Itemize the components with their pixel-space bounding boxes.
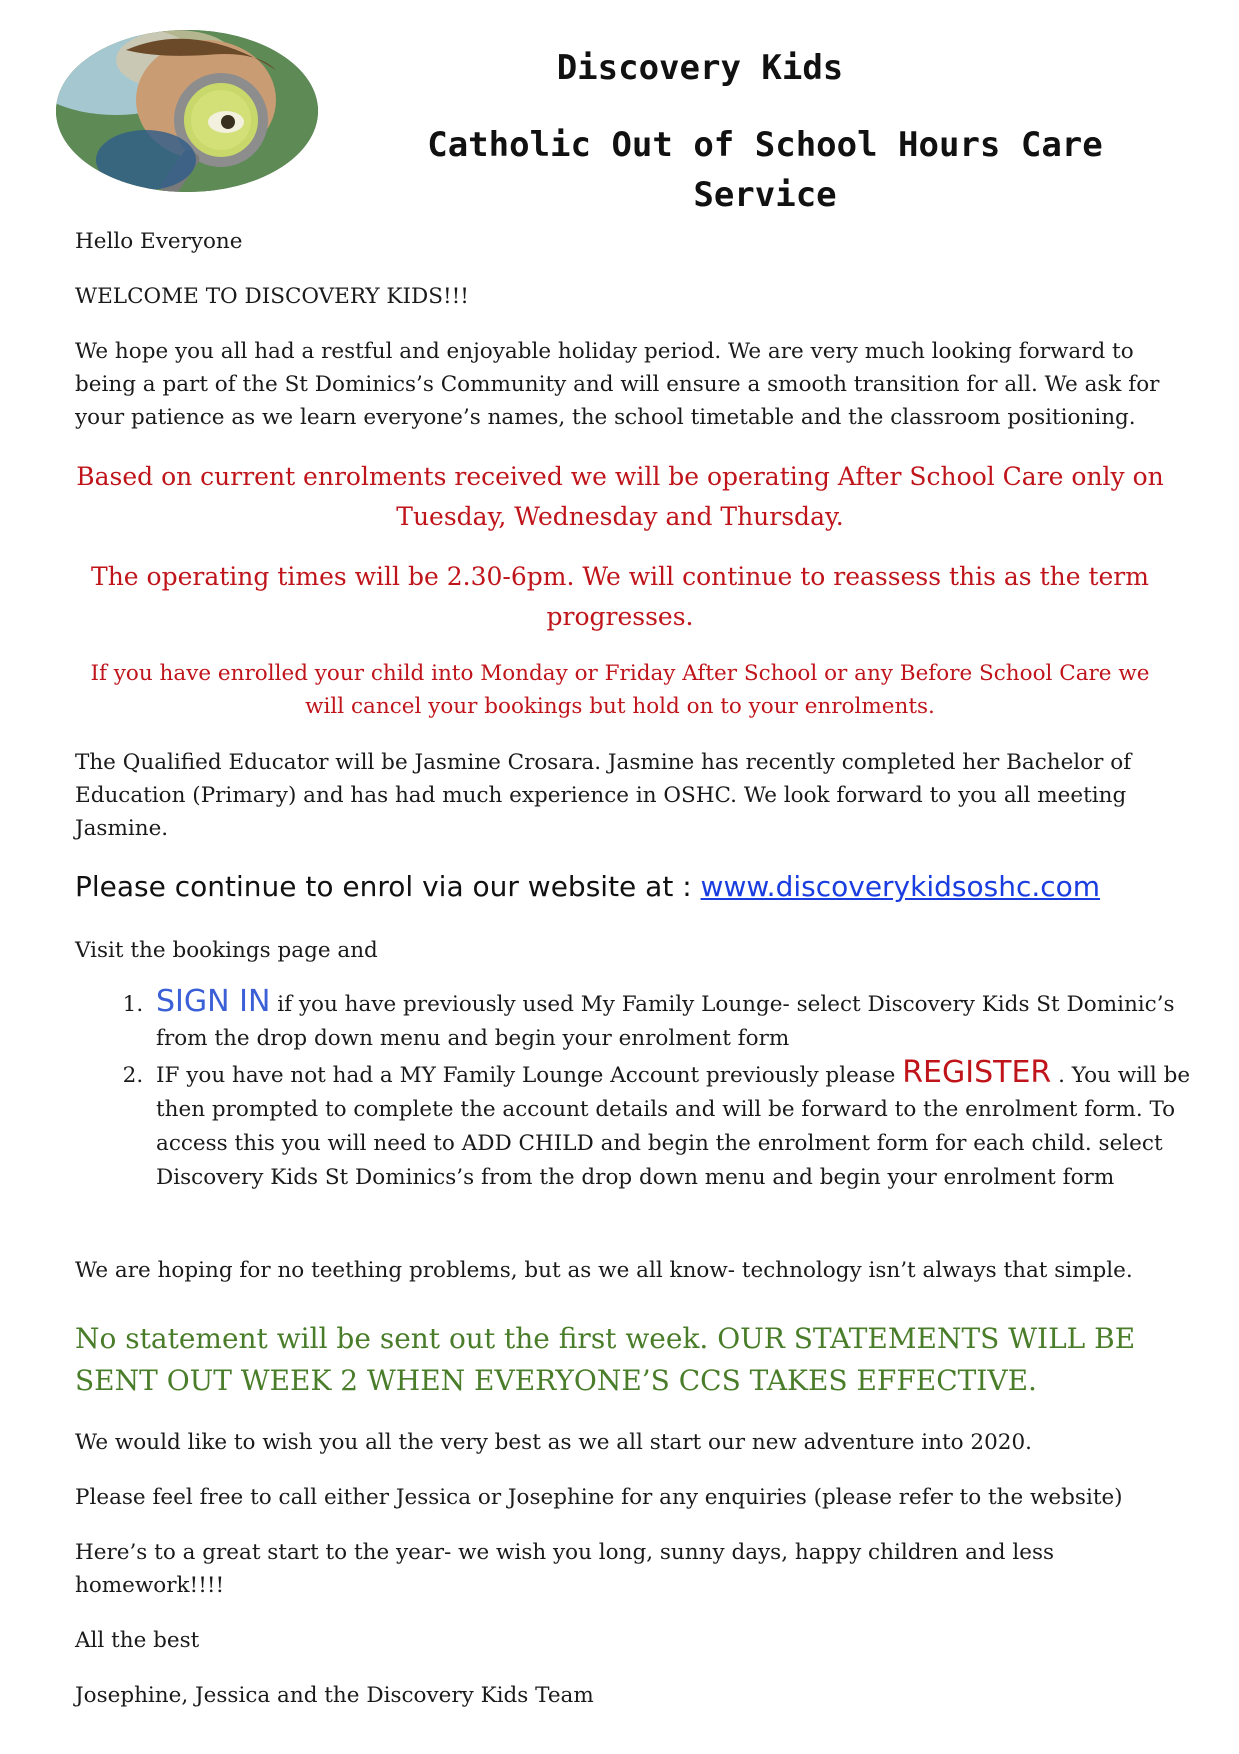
cheers-paragraph: Here’s to a great start to the year- we wish you long, sunny days, happy children and less homework!!!! <box>75 1540 1055 1598</box>
welcome-heading: WELCOME TO DISCOVERY KIDS!!! <box>75 284 469 309</box>
sign-in-label: SIGN IN <box>156 984 271 1019</box>
visit-bookings-text: Visit the bookings page and <box>75 938 378 963</box>
teething-paragraph: We are hoping for no teething problems, but as we all know- technology isn’t always that simple. <box>75 1258 1133 1283</box>
educator-paragraph: The Qualified Educator will be Jasmine Crosara. Jasmine has recently completed her Bachelor of Education (Primary) and has had much experience in OSHC. We look forward to you all meeting Jasmine. <box>75 750 1132 841</box>
header-subtitle <box>400 120 1130 220</box>
step1-text: if you have previously used My Family Lounge- select Discovery Kids St Dominic’s from the drop down menu and begin your enrolment form <box>156 992 1175 1051</box>
magnifier-child-icon <box>56 30 318 192</box>
logo-image <box>56 30 318 192</box>
wish-paragraph: We would like to wish you all the very best as we all start our new adventure into 2020. <box>75 1430 1032 1455</box>
greeting: Hello Everyone <box>75 229 243 254</box>
operating-times-notice: The operating times will be 2.30-6pm. We will continue to reassess this as the term progresses. <box>91 562 1149 631</box>
intro-paragraph: We hope you all had a restful and enjoyable holiday period. We are very much looking forward to being a part of the St Dominics’s Community and will ensure a smooth transition for all. We ask for your patience as we learn everyone’s names, the school timetable and the classroom positioning. <box>75 339 1160 430</box>
cancel-bookings-notice: If you have enrolled your child into Monday or Friday After School or any Before School Care we will cancel your bookings but hold on to your enrolments. <box>90 661 1150 719</box>
list-item <box>150 1056 1230 1195</box>
step2-text: . You will be then prompted to complete the account details and will be forward to the enrolment form. To access this you will need to ADD CHILD and begin the enrolment form for each child. select Discovery Kids St Dominics’s from the drop down menu and begin your enrolment form <box>156 1063 1191 1190</box>
header-subtitle-line2: Service <box>693 175 837 215</box>
statement-notice: No statement will be sent out the first week. OUR STATEMENTS WILL BE SENT OUT WEEK 2 WHEN EVERYONE’S CCS TAKES EFFECTIVE. <box>75 1322 1136 1397</box>
header-subtitle-line1: Catholic Out of School Hours Care <box>427 125 1103 165</box>
register-label: REGISTER <box>902 1055 1052 1090</box>
call-paragraph: Please feel free to call either Jessica or Josephine for any enquiries (please refer to the website) <box>75 1485 1123 1510</box>
enrol-steps-list <box>110 985 1230 1195</box>
enrol-prefix: Please continue to enrol via our website at : <box>75 870 701 903</box>
signoff: All the best <box>75 1628 200 1653</box>
enrol-line <box>75 870 1100 903</box>
operating-days-notice: Based on current enrolments received we will be operating After School Care only on Tuesday, Wednesday and Thursday. <box>76 462 1164 531</box>
signature: Josephine, Jessica and the Discovery Kids Team <box>75 1683 594 1708</box>
list-item <box>150 985 1230 1056</box>
header-title: Discovery Kids <box>556 48 844 88</box>
step2-prefix: IF you have not had a MY Family Lounge Account previously please <box>156 1063 903 1088</box>
website-link[interactable]: www.discoverykidsoshc.com <box>700 870 1101 903</box>
